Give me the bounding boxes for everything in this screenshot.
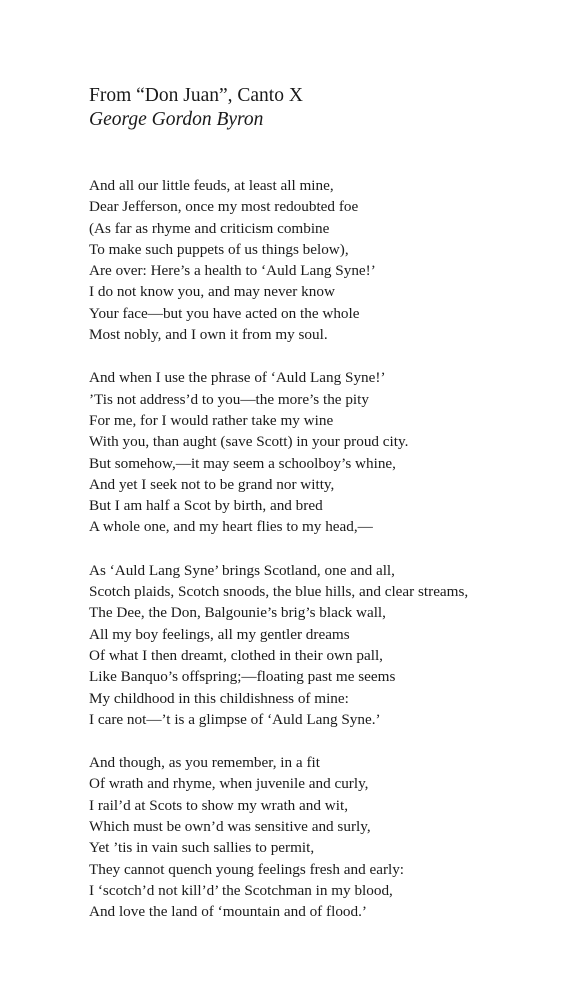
poem-page [89,84,579,945]
poem-line: I ‘scotch’d not kill’d’ the Scotchman in my blood, [89,881,393,899]
poem-line: Your face—but you have acted on the whole [89,304,360,322]
poem-line: Yet ’tis in vain such sallies to permit, [89,839,315,857]
poem-line: Most nobly, and I own it from my soul. [89,326,328,344]
poem-line: Scotch plaids, Scotch snoods, the blue hills, and clear streams, [89,583,469,601]
poem-line: All my boy feelings, all my gentler dreams [89,625,350,643]
poem-line: A whole one, and my heart flies to my head,— [89,518,373,536]
poem-line: Of wrath and rhyme, when juvenile and curly, [89,775,369,793]
poem-line: Dear Jefferson, once my most redoubted foe [89,198,359,216]
poem-line: And love the land of ‘mountain and of flood.’ [89,903,367,921]
poem-line: As ‘Auld Lang Syne’ brings Scotland, one and all, [89,561,395,579]
poem-body [89,175,579,923]
poem-line: Of what I then dreamt, clothed in their own pall, [89,646,383,664]
stanza-4 [89,752,579,922]
poem-line: I rail’d at Scots to show my wrath and wit, [89,796,348,814]
poem-line: Like Banquo’s offspring;—floating past me seems [89,668,396,686]
poem-line: My childhood in this childishness of mine: [89,689,349,707]
poem-line: Which must be own’d was sensitive and surly, [89,818,371,836]
poem-line: To make such puppets of us things below), [89,240,349,258]
poem-line: For me, for I would rather take my wine [89,411,334,429]
poem-line: And all our little feuds, at least all mine, [89,177,334,194]
stanza-2 [89,367,579,537]
poem-line: And yet I seek not to be grand nor witty, [89,475,335,493]
stanza-1 [89,175,579,345]
poem-line: With you, than aught (save Scott) in your proud city. [89,433,409,451]
poem-title: From “Don Juan”, Canto X [89,85,303,106]
poem-line: And when I use the phrase of ‘Auld Lang Syne!’ [89,369,386,387]
poem-line: I care not—’t is a glimpse of ‘Auld Lang Syne.’ [89,710,381,728]
poem-line: They cannot quench young feelings fresh and early: [89,860,405,878]
poem-line: And though, as you remember, in a fit [89,754,320,772]
stanza-3 [89,560,579,730]
poem-line: But I am half a Scot by birth, and bred [89,497,323,515]
poem-line: I do not know you, and may never know [89,283,335,301]
poem-line: ’Tis not address’d to you—the more’s the pity [89,390,369,408]
poem-line: The Dee, the Don, Balgounie’s brig’s black wall, [89,604,386,622]
poem-line: Are over: Here’s a health to ‘Auld Lang Syne!’ [89,262,376,280]
poem-author: George Gordon Byron [89,109,264,130]
poem-line: (As far as rhyme and criticism combine [89,219,330,237]
poem-line: But somehow,—it may seem a schoolboy’s whine, [89,454,396,472]
